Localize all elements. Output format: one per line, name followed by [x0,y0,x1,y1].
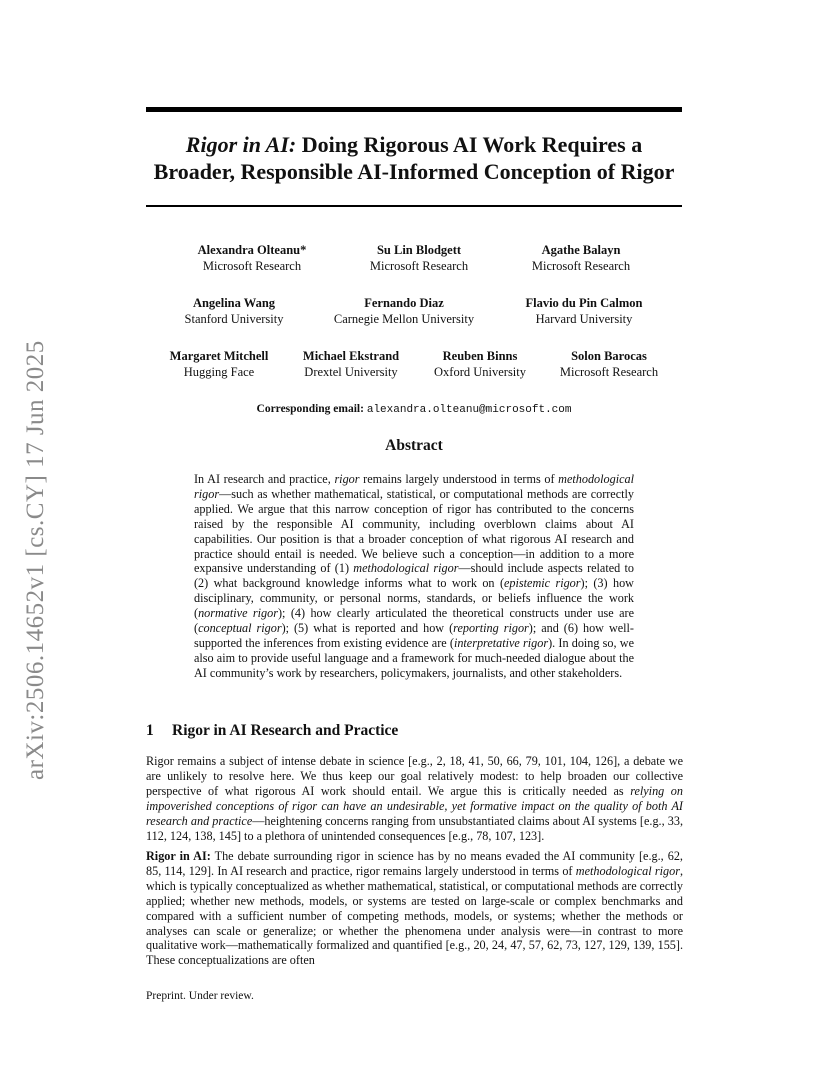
body-paragraph-text [146,754,683,843]
text-run: ); (5) what is reported and how ( [281,621,454,636]
section-title: Rigor in AI Research and Practice [172,722,399,739]
arxiv-identifier-stamp [22,300,62,780]
abstract-heading: Abstract [385,437,443,454]
section-number: 1 [146,722,154,739]
italic-phrase: relying on impoverished conceptions of rigor can have an undesirable, yet formative impact on the quality of both AI research and practice [146,783,683,828]
preprint-footer: Preprint. Under review. [146,990,254,1002]
italic-phrase: methodological rigor [353,561,459,576]
author-block [160,349,278,380]
italic-phrase: rigor [334,472,360,486]
author-block [424,349,536,380]
author-block [173,296,295,327]
body-paragraph [146,754,683,843]
title-bottom-rule [146,205,682,207]
text-run: Rigor remains a subject of intense debate in science [e.g., 2, 18, 41, 50, 66, 79, 101, 104, 126], a debate we are unlikely to resolve here. We thus keep our goal relatively modest: to help broaden our collective perspective of what rigorous AI work should entail. We argue this is critically needed as [146,754,683,798]
text-run: , which is typically conceptualized as whether mathematical, statistical, or computational methods are correctly applied; whether new methods, models, or systems are tested on large-scale or complex benchmarks and compared with a sufficient number of competing methods, models, or systems; whether the methods or analyses can scale or generalize; or whether the phenomena under analysis were—in contrast to more qualitative work—mathematically formalized and quantified [e.g., 20, 24, 47, 57, 62, 73, 127, 129, 139, 155]. These conceptualizations are often [146,863,684,968]
italic-phrase: interpretative rigor [453,635,549,650]
section-heading [146,722,398,740]
text-run: The debate surrounding rigor in science has by no means evaded the AI community [e.g., 62, 85, 114, 129]. In AI research and practice, rigor remains largely understood in terms of [146,849,683,878]
italic-phrase: epistemic rigor [504,576,581,591]
corresponding-email-address[interactable]: alexandra.olteanu@microsoft.com [366,404,572,416]
author-affiliation: Microsoft Research [369,258,469,273]
author-affiliation: Carnegie Mellon University [333,311,475,326]
author-name: Angelina Wang [192,296,276,310]
paragraph-runin-heading: Rigor in AI: [146,849,211,863]
text-run: ); (4) how clearly articulated the theoretical constructs under use are ( [194,606,634,636]
author-block [357,243,481,274]
italic-phrase: reporting rigor [453,621,529,636]
italic-phrase: normative rigor [198,606,278,621]
author-name: Alexandra Olteanu* [197,243,307,257]
title-line-2: Broader, Responsible AI-Informed Conception of Rigor [153,159,675,184]
title-top-rule [146,107,682,112]
italic-phrase: methodological rigor [194,472,634,501]
paragraph-runin-body [146,849,683,967]
author-affiliation: Microsoft Research [531,258,631,273]
body-paragraph-text [146,849,683,968]
text-run: —should include aspects related to (2) what background knowledge informs what to work on ( [194,561,634,591]
author-block [190,243,314,274]
author-name: Agathe Balayn [541,243,621,257]
author-name: Margaret Mitchell [169,349,269,363]
italic-phrase: methodological rigor [575,863,680,878]
corresponding-email-line [146,403,682,416]
author-block [550,349,668,380]
text-run: —heightening concerns ranging from unsubstantiated claims about AI systems [e.g., 33, 112, 124, 138, 145] to a plethora of unintended consequences [e.g., 78, 107, 123]. [146,813,684,843]
author-name: Su Lin Blodgett [376,243,462,257]
abstract-body [194,472,634,681]
text-run: In AI research and practice, [194,472,335,486]
text-run: —such as whether mathematical, statistical, or computational methods are correctly applied. We argue that this narrow conception of rigor has contributed to the concerns raised by the responsible AI community, including overblown claims about AI capabilities. Our position is that a broader conception of what rigorous AI research and practice should entail is needed. We believe such a conception—in addition to a more expansive understanding of (1) [194,486,634,576]
arxiv-identifier-text: arXiv:2506.14652v1 [cs.CY] 17 Jun 2025 [22,340,49,780]
author-affiliation: Microsoft Research [559,364,659,379]
text-run: remains largely understood in terms of [359,472,559,486]
author-name: Fernando Diaz [364,296,444,310]
title-italic-part: Rigor in AI: [185,132,297,157]
author-affiliation: Harvard University [535,311,633,326]
author-block [519,243,643,274]
author-affiliation: Drextel University [304,364,398,379]
author-affiliation: Stanford University [184,311,284,326]
body-paragraph [146,849,683,968]
author-affiliation: Microsoft Research [202,258,302,273]
author-name: Flavio du Pin Calmon [525,296,643,310]
author-affiliation: Hugging Face [183,364,255,379]
author-name: Solon Barocas [571,349,647,363]
author-name: Reuben Binns [442,349,518,363]
author-block [512,296,656,327]
paper-title [146,131,682,185]
author-block [293,349,409,380]
text-run: ); (3) how disciplinary, community, or personal norms, standards, or beliefs influence the work ( [194,576,634,621]
italic-phrase: conceptual rigor [198,621,282,636]
author-block [325,296,483,327]
abstract-paragraph [194,472,634,681]
text-run: ); and (6) how well-supported the inferences from existing evidence are ( [194,621,634,650]
author-name: Michael Ekstrand [302,349,400,363]
author-affiliation: Oxford University [434,364,526,379]
text-run: ). In doing so, we also aim to provide useful language and a framework for much-needed dialogue about the AI community’s work by researchers, policymakers, journalists, and other stakeholders. [194,635,634,680]
title-line-1: Doing Rigorous AI Work Requires a [301,132,643,157]
corresponding-email-label: Corresponding email: [256,403,364,415]
